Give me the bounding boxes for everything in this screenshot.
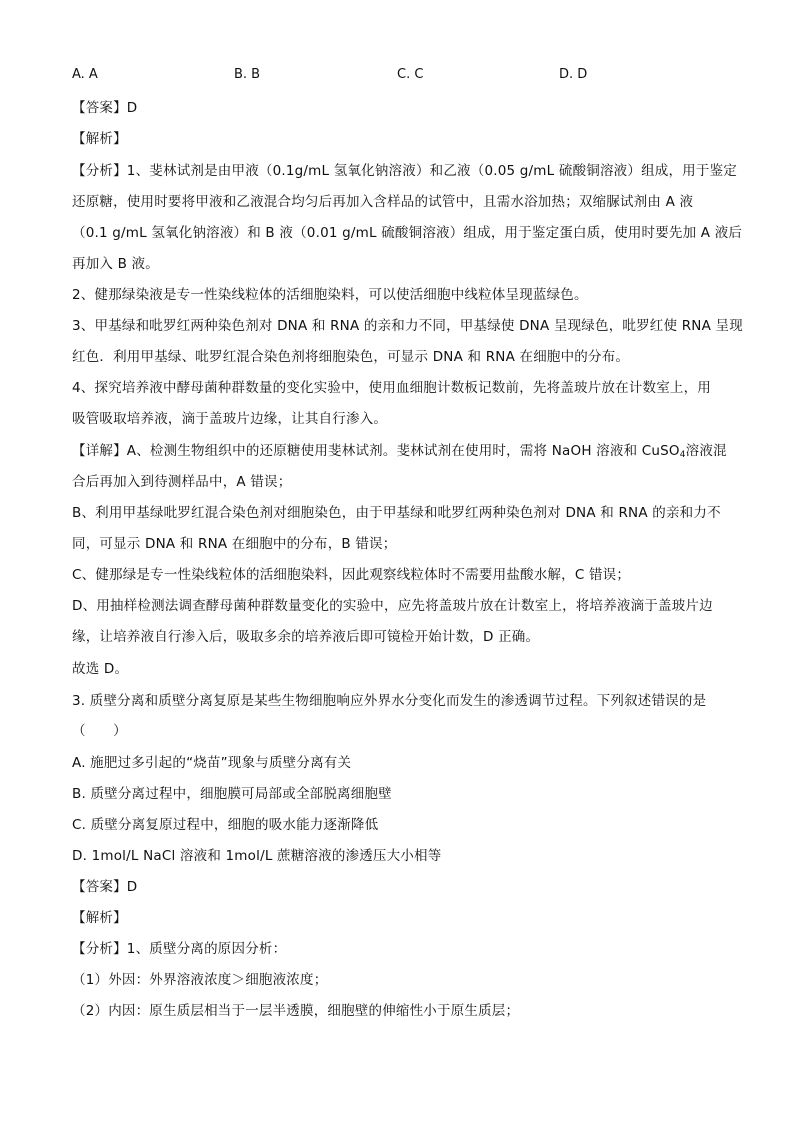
q3-stem: 3. 质壁分离和质壁分离复原是某些生物细胞响应外界水分变化而发生的渗透调节过程。下列叙述错误的是 xyxy=(72,693,707,709)
q2-analysis-line: 4、探究培养液中酵母菌种群数量的变化实验中，使用血细胞计数板记数前，先将盖玻片放在计数室上，用 xyxy=(72,380,711,396)
option-c: C. C xyxy=(397,67,424,82)
q3-option: D. 1mol/L NaCl 溶液和 1mol/L 蔗糖溶液的渗透压大小相等 xyxy=(72,848,442,864)
q2-analysis-line: 【分析】1、斐林试剂是由甲液（0.1g/mL 氢氧化钠溶液）和乙液（0.05 g/mL 硫酸铜溶液）组成，用于鉴定 xyxy=(72,163,737,179)
q2-analysis-line: （0.1 g/mL 氢氧化钠溶液）和 B 液（0.01 g/mL 硫酸铜溶液）组成，用于鉴定蛋白质，使用时要先加 A 液后 xyxy=(72,225,743,241)
q2-detail-line: D、用抽样检测法调查酵母菌种群数量变化的实验中，应先将盖玻片放在计数室上，将培养液滴于盖玻片边 xyxy=(72,598,713,614)
q2-analysis-line: 吸管吸取培养液，滴于盖玻片边缘，让其自行渗入。 xyxy=(72,411,388,427)
q3-option: B. 质壁分离过程中，细胞膜可局部或全部脱离细胞壁 xyxy=(72,786,392,802)
q3-analysis-line: （1）外因：外界溶液浓度＞细胞液浓度； xyxy=(72,972,328,988)
q3-analysis-heading: 【解析】 xyxy=(72,910,127,926)
q2-detail-line: 同，可显示 DNA 和 RNA 在细胞中的分布，B 错误； xyxy=(72,536,397,552)
q3-stem: （ ） xyxy=(72,723,127,739)
q2-answer: 【答案】D xyxy=(72,100,138,116)
subscript: 4 xyxy=(679,450,686,460)
q2-analysis-line: 3、甲基绿和吡罗红两种染色剂对 DNA 和 RNA 的亲和力不同，甲基绿使 DNA 呈现绿色，吡罗红使 RNA 呈现 xyxy=(72,318,743,334)
q2-detail-text: 【详解】A、检测生物组织中的还原糖使用斐林试剂。斐林试剂在使用时，需将 NaOH 溶液和 CuSO xyxy=(72,443,680,459)
q3-answer: 【答案】D xyxy=(72,879,138,895)
q2-detail-line: 合后再加入到待测样品中，A 错误； xyxy=(72,474,292,490)
q2-detail-line xyxy=(72,442,732,464)
q2-detail-line: C、健那绿是专一性染线粒体的活细胞染料，因此观察线粒体时不需要用盐酸水解，C 错误； xyxy=(72,567,631,583)
q3-option: A. 施肥过多引起的“烧苗”现象与质壁分离有关 xyxy=(72,755,352,771)
q3-analysis-line: （2）内因：原生质层相当于一层半透膜，细胞壁的伸缩性小于原生质层； xyxy=(72,1003,520,1019)
option-b: B. B xyxy=(234,67,261,82)
option-a: A. A xyxy=(72,67,98,82)
option-d: D. D xyxy=(559,67,588,82)
q2-detail-text: 溶液混 xyxy=(685,443,727,459)
q2-analysis-line: 2、健那绿染液是专一性染线粒体的活细胞染料，可以使活细胞中线粒体呈现蓝绿色。 xyxy=(72,287,588,303)
q2-analysis-line: 还原糖，使用时要将甲液和乙液混合均匀后再加入含样品的试管中，且需水浴加热；双缩脲试剂由 A 液 xyxy=(72,194,694,210)
q3-analysis-line: 【分析】1、质壁分离的原因分析： xyxy=(72,941,287,957)
q2-detail-line: 缘，让培养液自行渗入后，吸取多余的培养液后即可镜检开始计数，D 正确。 xyxy=(72,629,540,645)
q2-conclusion: 故选 D。 xyxy=(72,661,129,677)
q2-detail-line: B、利用甲基绿吡罗红混合染色剂对细胞染色，由于甲基绿和吡罗红两种染色剂对 DNA 和 RNA 的亲和力不 xyxy=(72,505,721,521)
q3-option: C. 质壁分离复原过程中，细胞的吸水能力逐渐降低 xyxy=(72,817,379,833)
q2-analysis-line: 红色．利用甲基绿、吡罗红混合染色剂将细胞染色，可显示 DNA 和 RNA 在细胞中的分布。 xyxy=(72,349,630,365)
q2-analysis-heading: 【解析】 xyxy=(72,131,127,147)
q2-analysis-line: 再加入 B 液。 xyxy=(72,256,159,272)
previous-question-options xyxy=(72,67,732,85)
